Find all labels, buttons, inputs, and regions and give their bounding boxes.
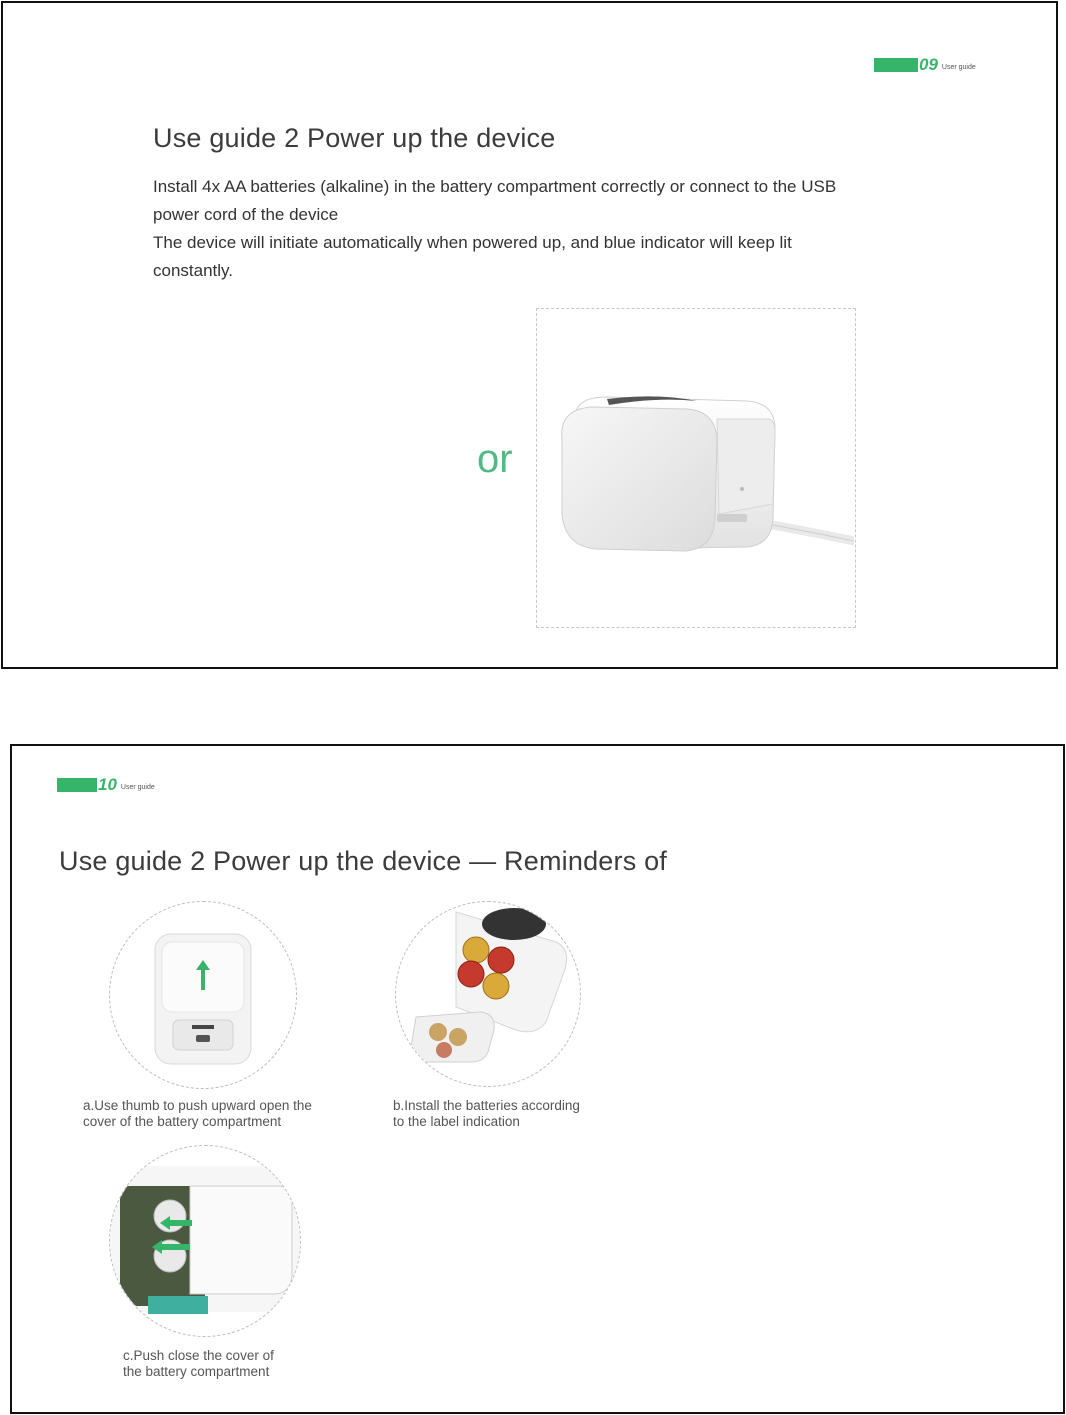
page-number: 09: [919, 55, 938, 74]
step-a-image: [109, 901, 297, 1089]
step-c-image: [109, 1145, 301, 1337]
caption-line: the battery compartment: [123, 1364, 270, 1379]
page-marker-bar: [874, 58, 918, 72]
page-number-badge: [874, 55, 976, 74]
page-number-badge: [57, 775, 155, 794]
caption-line: c.Push close the cover of: [123, 1348, 274, 1363]
caption-line: b.Install the batteries according: [393, 1098, 580, 1113]
device-image-frame: [536, 308, 856, 628]
device-usb-illustration: [537, 309, 854, 626]
page-title: Use guide 2 Power up the device: [153, 123, 556, 153]
caption-line: cover of the battery compartment: [83, 1114, 282, 1129]
step-b-image: [395, 901, 581, 1087]
caption-line: a.Use thumb to push upward open the: [83, 1098, 312, 1113]
instruction-line: constantly.: [153, 261, 234, 280]
instruction-line: Install 4x AA batteries (alkaline) in the battery compartment correctly or connect to the USB: [153, 177, 837, 196]
page-title: Use guide 2 Power up the device — Reminders of: [59, 846, 668, 876]
page-number: 10: [98, 775, 117, 794]
manual-page-10: [10, 744, 1065, 1414]
page-marker-bar: [57, 778, 97, 792]
step-b-caption: [393, 1098, 580, 1130]
step-a-caption: [83, 1098, 312, 1130]
page-label: User guide: [120, 784, 155, 791]
manual-page-09: [1, 1, 1058, 669]
battery-cover-up-arrow: [110, 902, 297, 1089]
step-c-caption: [123, 1348, 274, 1380]
batteries-install: [396, 902, 581, 1087]
or-label: or: [477, 437, 513, 481]
caption-line: to the label indication: [393, 1114, 520, 1129]
instruction-line: power cord of the device: [153, 205, 339, 224]
page-label: User guide: [941, 64, 976, 71]
instruction-line: The device will initiate automatically when powered up, and blue indicator will keep lit: [153, 233, 792, 252]
push-cover-close-arrows: [110, 1146, 301, 1337]
instructions: [153, 173, 973, 285]
